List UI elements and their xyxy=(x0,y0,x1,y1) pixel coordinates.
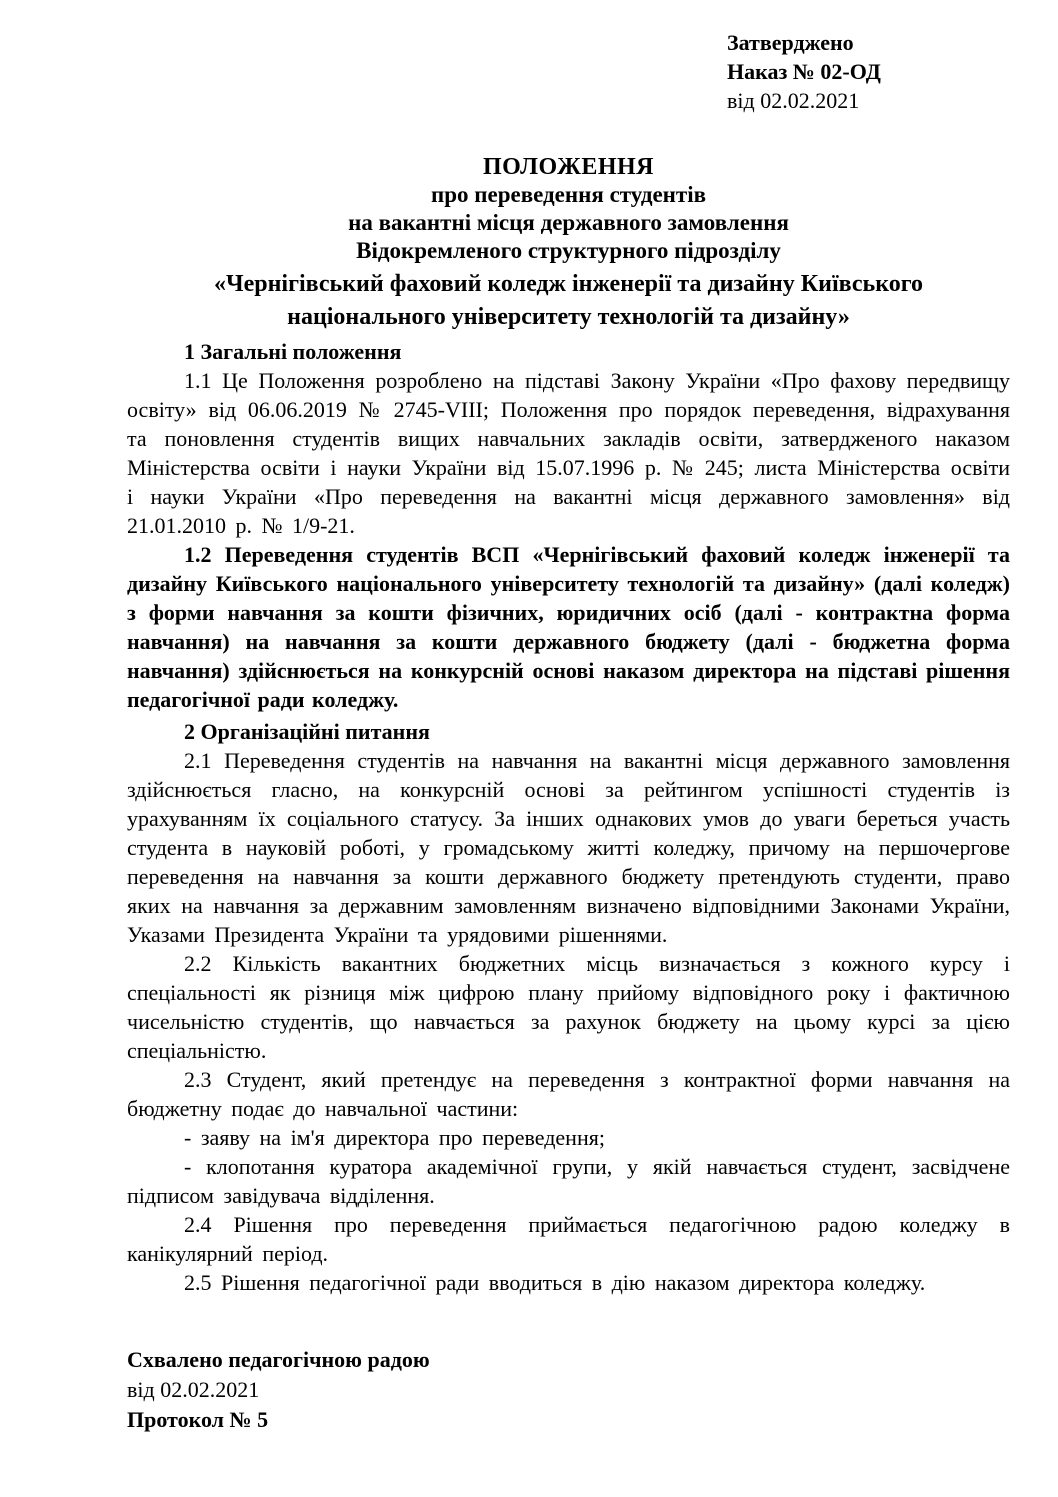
council-approval-date: від 02.02.2021 xyxy=(127,1377,260,1402)
approval-order-number: Наказ № 02-ОД xyxy=(727,59,881,84)
document-title-college-line: національного університету технологій та дизайну» xyxy=(287,304,850,330)
paragraph-2-3: 2.3 Студент, який претендує на переведення з контрактної форми навчання на бюджетну подає до навчальної частини: xyxy=(127,1067,1010,1121)
paragraph-1-1: 1.1 Це Положення розроблено на підставі Закону України «Про фахову передвищу освіту» від 06.06.2019 № 2745-VIII; Положення про порядок переведення, відрахування та поновлення студентів вищих навчальних закладів освіти, затвердженого наказом Міністерства освіти і науки України від 15.07.1996 р. № 245; листа Міністерства освіти і науки України «Про переведення на вакантні місця державного замовлення» від 21.01.2010 р. № 1/9-21. xyxy=(127,368,1010,538)
document-title-line: на вакантні місця державного замовлення xyxy=(348,210,789,235)
document-title-line: про переведення студентів xyxy=(430,182,707,207)
paragraph-2-1: 2.1 Переведення студентів на навчання на вакантні місця державного замовлення здійснюється гласно, на конкурсній основі за рейтингом успішності студентів із урахуванням їх соціального статусу. За інших однакових умов до уваги береться участь студента в науковій роботі, у громадському житті коледжу, причому на першочергове переведення на навчання за кошти державного бюджету претендують студенти, право яких на навчання за державним замовленням визначено відповідними Законами України, Указами Президента України та урядовими рішеннями. xyxy=(127,748,1010,947)
council-protocol-number: Протокол № 5 xyxy=(127,1407,269,1432)
document-title-college-line: «Чернігівський фаховий коледж інженерії та дизайну Київського xyxy=(213,271,924,297)
document-title-block xyxy=(127,153,1010,331)
approval-order-date: від 02.02.2021 xyxy=(727,88,860,113)
document-title-line: Відокремленого структурного підрозділу xyxy=(356,238,781,263)
paragraph-1-2: 1.2 Переведення студентів ВСП «Чернігівський фаховий коледж інженерії та дизайну Київського національного університету технологій та дизайну» (далі коледж) з форми навчання за кошти фізичних, юридичних осіб (далі - контрактна форма навчання) на навчання за кошти державного бюджету (далі - бюджетна форма навчання) здійснюється на конкурсній основі наказом директора на підставі рішення педагогічної ради коледжу. xyxy=(127,542,1010,712)
paragraph-2-4: 2.4 Рішення про переведення приймається педагогічною радою коледжу в канікулярний період. xyxy=(127,1212,1010,1266)
bullet-item-application: - заяву на ім'я директора про переведення; xyxy=(184,1125,605,1150)
approval-approved-label: Затверджено xyxy=(727,30,854,55)
section-2-heading: 2 Організаційні питання xyxy=(184,719,430,744)
paragraph-2-2: 2.2 Кількість вакантних бюджетних місць визначається з кожного курсу і спеціальності як різниця між цифрою плану прийому відповідного року і фактичною чисельністю студентів, що навчається за рахунок бюджету на цьому курсі за цією спеціальністю. xyxy=(127,951,1010,1063)
section-1-heading: 1 Загальні положення xyxy=(184,339,402,364)
council-approval-block xyxy=(127,1345,1010,1435)
bullet-item-petition: - клопотання куратора академічної групи, у якій навчається студент, засвідчене підписом завідувача відділення. xyxy=(127,1154,1010,1208)
approval-block xyxy=(727,28,1010,115)
document-title-line: ПОЛОЖЕННЯ xyxy=(483,154,654,180)
council-approved-label: Схвалено педагогічною радою xyxy=(127,1347,430,1372)
paragraph-2-5: 2.5 Рішення педагогічної ради вводиться в дію наказом директора коледжу. xyxy=(184,1270,926,1295)
